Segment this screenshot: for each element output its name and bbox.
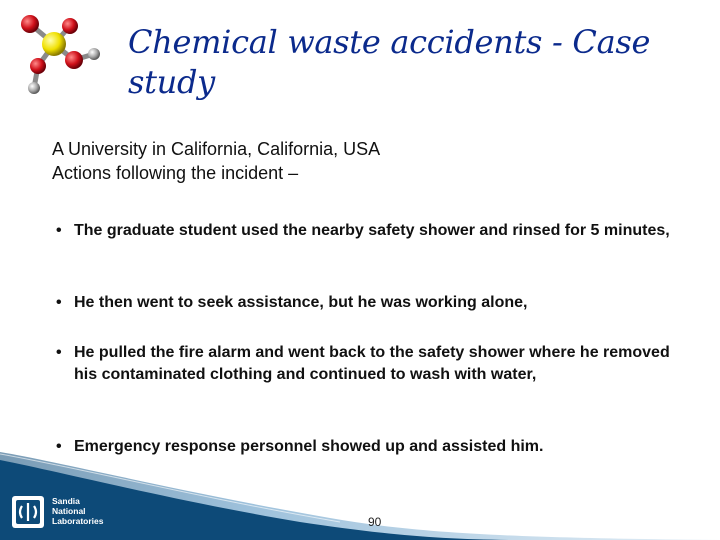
slide-subtitle: [52, 137, 692, 185]
bullet-marker: •: [56, 222, 62, 239]
logo-line-2: National: [52, 506, 86, 516]
bullet-text: He then went to seek assistance, but he was working alone,: [74, 294, 528, 311]
bullet-text: The graduate student used the nearby safety shower and rinsed for 5 minutes,: [74, 222, 670, 239]
logo-line-1: Sandia: [52, 496, 80, 506]
bullet-item: [56, 342, 676, 386]
bullet-marker: •: [56, 294, 62, 311]
bullet-item: [56, 292, 676, 314]
subtitle-line-2: Actions following the incident –: [52, 163, 299, 183]
slide-title: Chemical waste accidents - Case study: [128, 23, 651, 101]
bullet-marker: •: [56, 344, 62, 361]
logo-text: [52, 496, 104, 526]
subtitle-line-1: A University in California, California, USA: [52, 139, 381, 159]
page-number: 90: [368, 515, 382, 529]
bullet-marker: •: [56, 438, 62, 455]
logo-line-3: Laboratories: [52, 516, 104, 526]
molecule-icon: [14, 10, 106, 102]
bullet-text: He pulled the fire alarm and went back to the safety shower where he removed his contaminated clothing and continued to wash with water,: [74, 344, 670, 383]
bullet-item: [56, 220, 676, 242]
bullet-text: Emergency response personnel showed up and assisted him.: [74, 438, 544, 455]
